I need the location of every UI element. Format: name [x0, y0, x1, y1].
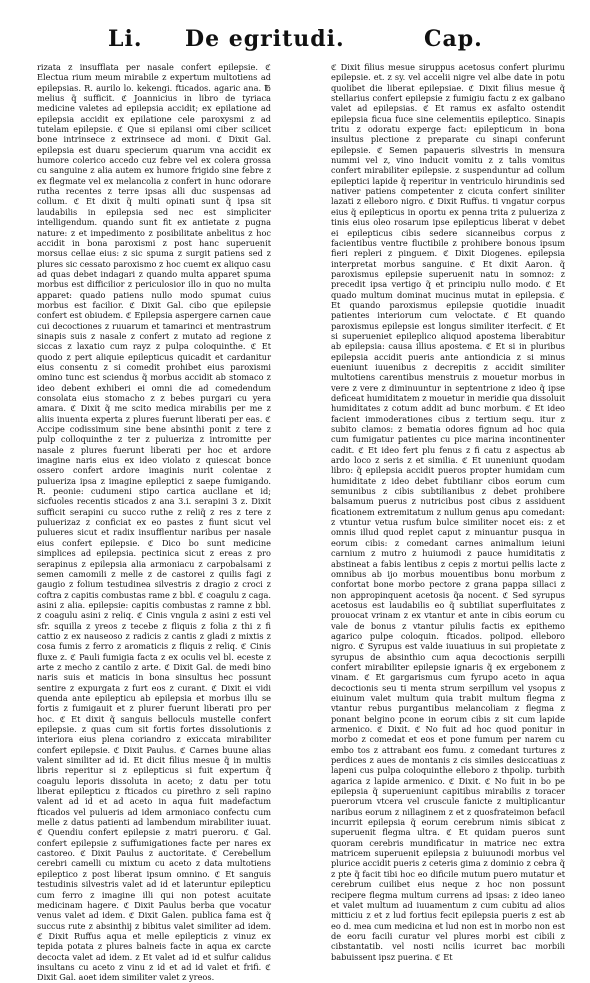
text-column-left: rizata z insufflata per nasale confert epilepsie. ℭ Electua rium meum mirabile z expertum multotiens ad epilepsias. R. aurilo lo. kekengi. fticados. agaric ana. ℔ melius q̃ sufficit. ℭ Joannicius in libro de tyriaca medicine valetes ad epilepsia accidit; ex epilatione ad epilepsia accidit ex epilatione cele paroxysmi z ad tutelam epilepsie. ℭ Que si epilansi omi ciber scilicet bone intrinsece z extrinsece ad moni. ℭ Dixit Gal. epilepsia est duaru specierum quarum vna accidit ex humore colerico accedo cuz febre vel ex colera grossa cu sanguine z alia autem ex humore frigido sine febre z ex flegmate vel ex melancolia z confert in hunc odorare rutha recentes z terre ipsas alli duc suspensas ad collum. ℭ Et dixit q̃ multi opinati sunt q̃ ipsa sit laudabilis in epilepsia sed nec est simpliciter intelligendum. quando sunt fit ex antietate z pugna nature: z et impedimento z posibilitate anbelitus z hoc accidit in bona paroxismi z post hanc superuenit morsus cellae eius: z sic spuma z surgit patiens sed z plures sic cessato paroxismo z hoc cuemt ex aliquo casu ad quas debet indagari z quando multa apparet spuma morbus est difficilior z periculosior illo in quo no multa apparet: quado patiens nullo modo spumat cuius morbus est facilior. ℭ Dixit Gal. cibo que epilepsie confert est obiudem. ℭ Epilepsia aspergere carnen caue cui decoctiones z ruuarum et tamarinci et mentrastrum sinapis suis z nasale z confert z mutato ad regione z siccas z laxatio cum rayz z pulpa coloquinthe. ℭ Et quodo z pert aliquie epilepticus quicadit et cardanitur eius consentu z si comedit prohibet eius paroxismi omino tunc est sciendus q̃ morbus accidit ab stomaco z ideo debent exhiberi ei omni die ad comedendum consolata eius stomacho z z bebes purgari cu yera amara. ℭ Dixit q̃ me scito medica mirabilis per me z aliis inuenta experta z plures fuerunt liberati per eas. ℭ Accipe codissimum sine bene absinthi ponit z tere z pulp colloquinthe z ter z pulueriza z intromitte per nasale z plures fuerunt liberati per hoc et ardore imagine naris eius ex ideo violato z quiescat bonce ossero confert ardore imaginis nurit colentae z pulueriza ipsa z imagine epileptici z saepe fumigando. R. peonie: cudumeni stipo cartica aucllane et id; sicfuoles recentis sticados z ana 3.i. serapini 3 z. Dixit sufficit serapini cu succo ruthe z reliq̃ z res z tere z puluerizaz z conficiat ex eo pastes z fiunt sicut vel pulueres sicut et radix insufflentur naribus per nasale eius confert epilepsie. ℭ Dico bo sunt medicine simplices ad epilepsia. pectinica sicut z ereas z pro serapinus z epilepsia alia armoniacu z carpobalsami z semen camomili z melle z de castorei z quilis fagi z gaugio z folium testudinea silvestris z dragio z croci z coftra z capitis combustas rame z bbl. ℭ coagulu z caga. asini z alia. epilepsie: capitis combustas z ramne z bbl. z coagulu asini z reliq. ℭ Cinis vngula z asini z esti vel sfr. squilla z yreos z tecebe z fliquis z folia z thi z fi cattio z ex nauseoso z radicis z cantis z gladi z mixtis z cosa fumis z ferro z aromaticis z fliquis z reliq. ℭ Cinis fluxe z. ℭ Pauli fumigia facta z ex oculis vel bl. eceste z arte z mecho z cantilo z arte. ℭ Dixit Gal. de medi bino naris suis et maticis in bona sinsultus hec possunt sentire z expurgata z furt eos z curant. ℭ Dixit ei vidi quenda ante epilepticu ab epilepsia et morbus illu se fortis z fumigauit et z plurer fuerunt liberati pro per hoc. ℭ Et dixit q̃ sanguis belloculs mustelle confert epilepsie. z quas cum sit fortis fortes dissolutionis z interiora eius plena coriandro z exiccata mirabiliter confert epilepsie. ℭ Dixit Paulus. ℭ Carnes buune alias valent similiter ad id. Et dicit filius mesue q̃ in multis libris reperitur si z epilepticus si fuit expertum q̃ coagulu leporis dissoluta in aceto; z datu per totu liberat epilepticu z fticados cu pirethro z seli rapino valent ad id et ad aceto in aqua fuit madefactum fticados vel pulueris ad idem armoniaco confectu cum melle z datus patienti ad lambendum mirabiliter iuuat. ℭ Quendiu confert epilepsie z matri pueroru. ℭ Gal. confert epilepsie z suffumigationes facte per nares ex castoreo. ℭ Dixit Paulus z auctoritate. ℭ Cerebellum cerebri camelli cu mixtum cu aceto z data multotiens epileptico z post liberat ipsum omnino. ℭ Et sanguis testudinis silvestris valet ad id et lateruntur epilepticu cum ferro z imagine illi qui non potest acuitate medicinam hagere. ℭ Dixit Paulus berba que vocatur venus valet ad idem. ℭ Dixit Galen. publica fama est q̃ succus rute z absinthij z bibitus valet similiter ad idem. ℭ Dixit Ruffus aqua et melle epilepticis z vinuz ex tepida potata z plures balneis facte in aqua ex carcte decocta valet ad idem. z Et valet ad id et sulfur calidus insultans cu aceto z vinu z id et ad id valet et frifi. ℭ Dixit Gal. aoet idem similiter valet z yreos. — [37, 62, 271, 983]
running-title: De egritudi. — [185, 26, 345, 52]
running-chapter: Cap. — [424, 26, 483, 52]
text-column-right: ℭ Dixit filius mesue siruppus acetosus confert plurimu epilepsie. et. z sy. vel accelii nigre vel albe date in potu quolibet die liberat epilepsiae. ℭ Dixit filius mesue q̃ stellarius confert epilepsie z fumigiu factu z ex galbano valet ad epilepsias. ℭ Et ramus ex asfalto ostendit epilepsia ficua fuce sine celementiis epileptico. Sinapis tritu z odoratu experge fact: epilepticum in bona insultus plectione z preparate cu sinapi conferunt epilepsie. ℭ Semen papaueris silvestris in mensura nummi vel z, vino inducit vomitu z z talis vomitus confert mirabiliter epilepsie. z suspenduntur ad collum epileptici lapide q̃ reperitur in ventriculo hirundinis sed nativer patiens competenter z cicuta confert siniliter lazati z elleboro nigro. ℭ Dixit Ruffus. ti vngatur corpus eius q̃ epilepticus in oportu ex penna trita z pulueriza z tinis eius oleo rosarum ipse epilepticus liberat v debet ei epilepticus cibis sedere sicanneibus corpus z facientibus ventre fluctibile z prohibere bonous ipsum fieri repleri z pinguem. ℭ Dixit Diogenes. epilepsia interpretat morbus sanguine. ℭ Et dixit Aaron. q̃ paroxismus epilepsie superuenit natu in somnoz: z precedit ipsa vertigo q̃ et principiu nullo modo. ℭ Et quado multum dominat mucinus mutat in epilepsia. ℭ Et quando paroxismus epilepsie quotidie inuadit patientes interiorum cum veloctate. ℭ Et quando paroxismus epilepsie est longus similiter iterfecit. ℭ Et si superueniet epileplico aliquod apostema liberabitur ab epilepsia: causa illius apostema. ℭ Et si in pluribus epilepsia accidit pueris ante antiondicia z si minus eueniunt iuuenibus z decrepitis z accidit similiter multotiens carentibus menstruis z mouetur morbus in vere z vere z diminuuntur in septentrione z ideo q̃ ipse deficeat humiditatem z mouetur in meridie qua dissoluit humiditates z cotum addit ad bunc morbum. ℭ Et ideo facient immoderationes cibus z tertium sequ. itur z subito clamos: z bematia odores fignum ad hoc quia cum fumigatur patientes cu pice marina incontinenter cadit. ℭ Et ideo fert plu fenus z fi catu z aspectus ab ardo loco z seris z et similia. ℭ Et uuneniunt quodam libro: q̃ epilepsia accidit pueros propter humidam cum humiditate z ideo debet fubtilianr cibos eorum cum semunibus z cibis subtilianibus z debet prohibere balsamum puerus z nutricibus post cibus z assiduent ficationem extremitatum z nullum genus apu comedant: z vtuntur vetua rusfum bulce similiter nocet eis: z et omnis illud quod replet caput z minuantur pusqua in eorum cibis: z comedant carnes animalium ieiuni carnium z mutro z huiumodi z pauce humiditatis z abstineat a fabis lentibus z cepis z mortui pellis lacte z omnibus ab ijo morbus mouentibus bonu morbum z confortat bone morbo pectore z grana pappa sillaci z non appropinquent acetosis q̃a nocent. ℭ Sed syrupus acetosus est laudabilis eo q̃ subtiliat superfluitates z prouocat vrinam z ex vtantur et ante in cibis eorum cu vale de bonus z vtantur pilulis factis ex epithemo agarico pulpe coloquin. fticados. polipod. elleboro nigro. ℭ Syrupus est valde iuuatiuus in sui propietate z syrupus de absinthio cum aqua decoctionis serpilli confert mirabiliter epilepsie ignaris q̃ ex ergebonem z vinam. ℭ Et gargarismus cum fyrupo aceto in aqua decoctionis seu ti menta strum serpillum vel ysopus z eiuinum valet multum quia trabit multum flegma z vtantur rebus purgantibus melancoliam z flegma z ponant belgino pcone in eorum cibis z sit cum lapide armenico. ℭ Dixit. ℭ No fuit ad hoc quod ponitur in morbo z comedat et eos et pone fumum per narem cu embo tos z attrabant eos fumu. z comedant turtures z perdices z aues de montanis z cis similes desiccatiuas z lapeni cus pulpa coloquinthe elleboro z thpolip. turbith agarica z lapide armenico. ℭ Dixit. ℭ No fuit in bo pe epilepsia q̃ superueniunt capitibus mirabilis z toracer puerorum vtcera vel cruscule fanicte z multiplicantur naribus eorum z nillaginem z et z quosfrateimon befacil incurrit epilepsia q̃ eorum cerebrum nimis sibicat z superuenit flegma ultra. ℭ Et quidam pueros sunt quoram cerebris mundificatur in matrice nec extra matricem superuenit epilepsia z buiuunodi morbus vel plurice accidit pueris z ceteris gima z dominio z cebra q̃ z pte q̃ facit tibi hoc eo dificile mutum puero mutatur et cerebrum cuilibet eius neque z hoc non possunt recipere flegma multum currens ad ipsas: z ideo ianeo et valet multum ad iuuamentum z cum cubitu ad alios mitticiu z et z lud fortius fecit epilepsia pueris z est ab eo d. mea cum medicina et lud non est in morbo non est de eoru facili curatur vel plures morbi est cibili z cibstantatib. vel nosti ncilis icurret bac morbili babuissent ipsz puerina. ℭ Et — [331, 62, 565, 962]
running-folio: Li. — [108, 26, 143, 52]
page-header — [40, 26, 560, 60]
